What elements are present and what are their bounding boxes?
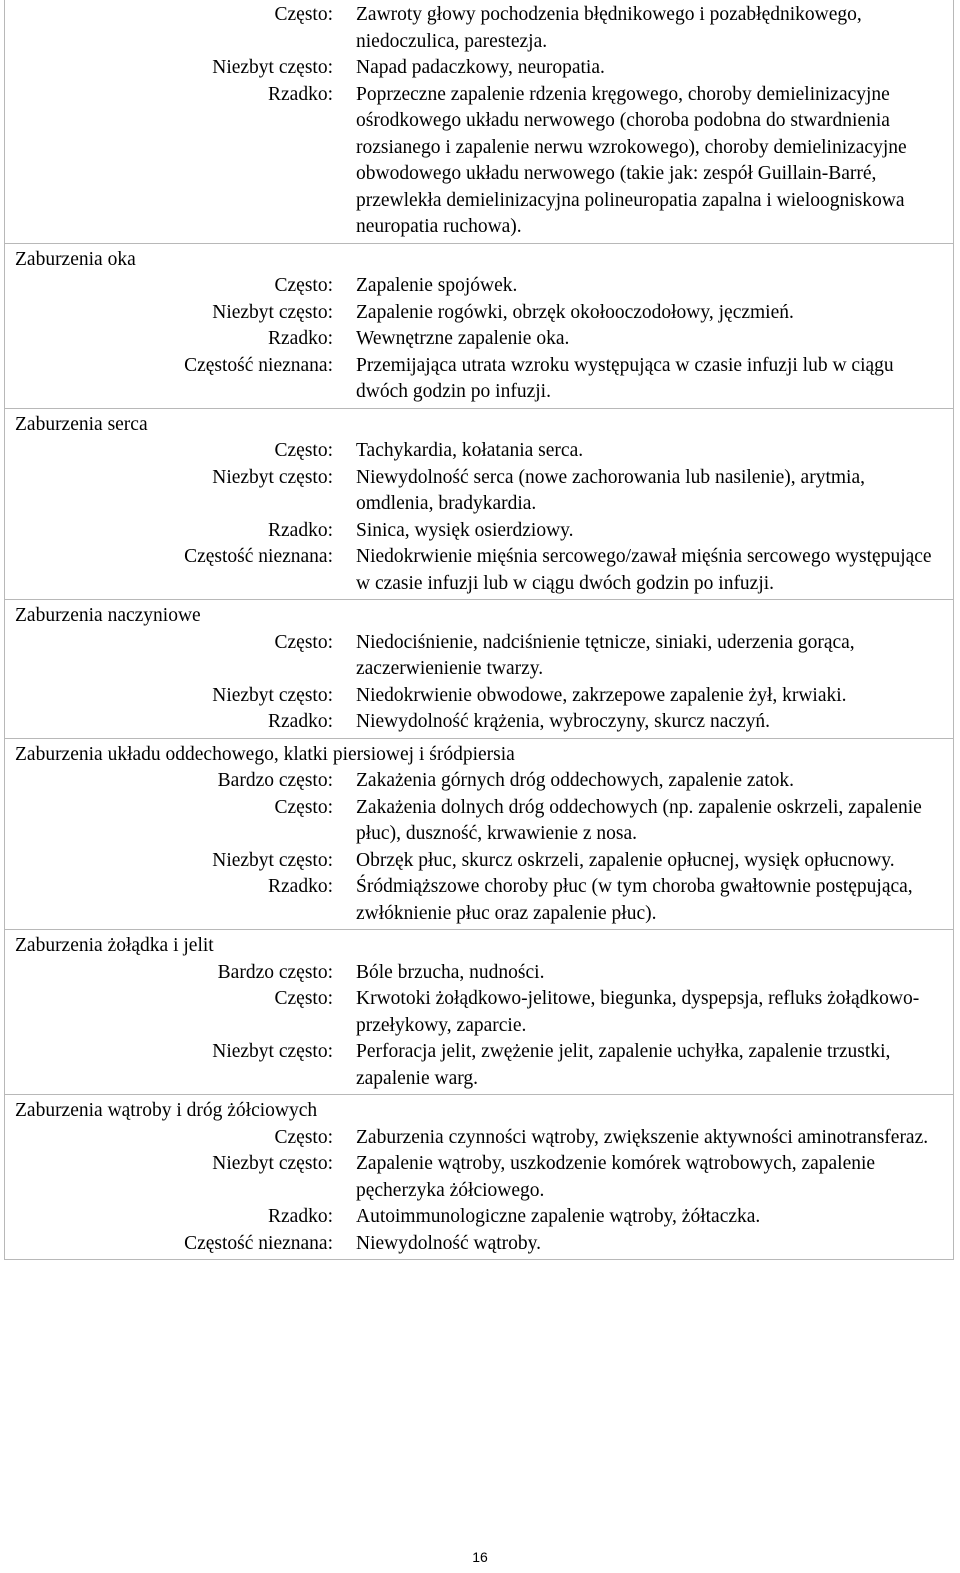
frequency-label: Niezbyt często: [212,1041,333,1062]
section-header: Zaburzenia naczyniowe [15,605,201,626]
section-row [5,408,954,600]
frequency-label: Niezbyt często: [212,849,333,871]
reaction-text: Zakażenia dolnych dróg oddechowych (np. zapalenie oskrzeli, zapalenie płuc), duszność, krwawienie z nosa. [356,796,922,844]
reaction-text: Śródmiąższowe choroby płuc (w tym choroba gwałtownie postępująca, zwłóknienie płuc oraz zapalenie płuc). [356,876,913,924]
section-cell [5,930,954,1095]
frequency-row [5,1231,953,1258]
reaction-text: Zapalenie wątroby, uszkodzenie komórek wątrobowych, zapalenie pęcherzyka żółciowego. [356,1153,876,1201]
reaction-text: Zapalenie rogówki, obrzęk okołooczodołowy, jęczmień. [356,301,794,323]
section-cell [5,738,954,930]
frequency-row [5,2,953,55]
reaction-text: Niewydolność krążenia, wybroczyny, skurcz naczyń. [356,711,771,732]
frequency-row [5,55,953,82]
frequency-row [5,1125,953,1152]
section-row [5,0,954,243]
frequency-label: Rzadko: [268,1206,333,1227]
reaction-text: Poprzeczne zapalenie rdzenia kręgowego, choroby demielinizacyjne ośrodkowego układu nerwowego (choroba podobna do stwardnienia rozsianego i zapalenie nerwu wzrokowego), choroby demielinizacyjne obwodowego układu nerwowego (takie jak: zespół Guillain-Barré, przewlekła demielinizacyjna polineuropatia zapalna i wieloogniskowa neuropatia ruchowa). [356,83,907,237]
section-header: Zaburzenia oka [15,248,136,270]
frequency-row [5,300,953,327]
frequency-label: Niezbyt często: [212,466,333,488]
frequency-row [5,630,953,683]
frequency-row [5,709,953,736]
frequency-label: Niezbyt często: [212,57,333,78]
reaction-text: Niewydolność serca (nowe zachorowania lub nasilenie), arytmia, omdlenia, bradykardia. [356,466,865,514]
frequency-label: Niezbyt często: [212,1153,333,1174]
frequency-row [5,82,953,241]
reaction-text: Bóle brzucha, nudności. [356,961,545,983]
reaction-text: Niedokrwienie mięśnia sercowego/zawał mięśnia sercowego występujące w czasie infuzji lub w ciągu dwóch godzin po infuzji. [356,546,932,594]
reaction-text: Napad padaczkowy, neuropatia. [356,57,605,78]
frequency-row [5,874,953,927]
reaction-text: Wewnętrzne zapalenie oka. [356,328,570,349]
frequency-label: Rzadko: [268,83,333,105]
reaction-text: Sinica, wysięk osierdziowy. [356,519,574,541]
table-body [5,0,954,1260]
frequency-label: Często: [274,1126,333,1148]
frequency-label: Rzadko: [268,876,333,897]
frequency-label: Często: [274,988,333,1009]
frequency-row [5,1204,953,1231]
reaction-text: Zakażenia górnych dróg oddechowych, zapalenie zatok. [356,770,795,791]
frequency-label: Często: [274,440,333,461]
frequency-row [5,848,953,875]
frequency-row [5,518,953,545]
frequency-row [5,986,953,1039]
frequency-row [5,1151,953,1204]
frequency-row [5,768,953,795]
frequency-label: Często: [274,275,333,296]
frequency-row [5,326,953,353]
frequency-label: Często: [274,4,333,25]
frequency-row [5,438,953,465]
section-cell [5,243,954,408]
reaction-text: Krwotoki żołądkowo-jelitowe, biegunka, dyspepsja, refluks żołądkowo-przełykowy, zaparcie. [356,988,920,1036]
page-number: 16 [472,1549,488,1565]
frequency-row [5,273,953,300]
frequency-label: Bardzo często: [217,961,333,983]
frequency-label: Często: [274,631,333,653]
frequency-label: Często: [274,796,333,818]
frequency-label: Rzadko: [268,519,333,541]
document-page [4,0,954,1260]
frequency-label: Bardzo często: [217,770,333,791]
reaction-text: Zawroty głowy pochodzenia błędnikowego i pozabłędnikowego, niedoczulica, parestezja. [356,4,862,52]
section-row [5,243,954,408]
frequency-row [5,465,953,518]
section-cell [5,1095,954,1260]
frequency-label: Częstość nieznana: [184,546,333,567]
reaction-text: Tachykardia, kołatania serca. [356,440,584,461]
frequency-label: Rzadko: [268,328,333,349]
section-row [5,930,954,1095]
reaction-text: Zapalenie spojówek. [356,275,518,296]
reaction-text: Autoimmunologiczne zapalenie wątroby, żółtaczka. [356,1206,761,1227]
section-header: Zaburzenia serca [15,413,148,435]
frequency-row [5,353,953,406]
frequency-label: Niezbyt często: [212,684,333,706]
section-header: Zaburzenia układu oddechowego, klatki piersiowej i śródpiersia [15,743,515,765]
frequency-label: Rzadko: [268,711,333,732]
section-header: Zaburzenia żołądka i jelit [15,935,214,956]
section-cell [5,0,954,243]
frequency-row [5,683,953,710]
reaction-text: Niedokrwienie obwodowe, zakrzepowe zapalenie żył, krwiaki. [356,684,847,706]
frequency-label: Częstość nieznana: [184,354,333,376]
reaction-text: Zaburzenia czynności wątroby, zwiększenie aktywności aminotransferaz. [356,1126,929,1148]
reaction-text: Niewydolność wątroby. [356,1232,542,1254]
reaction-text: Obrzęk płuc, skurcz oskrzeli, zapalenie opłucnej, wysięk opłucnowy. [356,849,895,871]
section-cell [5,408,954,600]
frequency-label: Niezbyt często: [212,301,333,323]
section-row [5,1095,954,1260]
section-row [5,738,954,930]
section-header: Zaburzenia wątroby i dróg żółciowych [15,1100,318,1121]
frequency-label: Częstość nieznana: [184,1232,333,1254]
frequency-row [5,795,953,848]
frequency-row [5,960,953,987]
section-cell [5,600,954,739]
frequency-row [5,1039,953,1092]
reaction-text: Niedociśnienie, nadciśnienie tętnicze, siniaki, uderzenia gorąca, zaczerwienienie twarzy. [356,631,855,679]
adverse-reactions-table [4,0,954,1260]
section-row [5,600,954,739]
reaction-text: Perforacja jelit, zwężenie jelit, zapalenie uchyłka, zapalenie trzustki, zapalenie warg. [356,1041,891,1089]
frequency-row [5,544,953,597]
reaction-text: Przemijająca utrata wzroku występująca w czasie infuzji lub w ciągu dwóch godzin po infuzji. [356,354,894,402]
